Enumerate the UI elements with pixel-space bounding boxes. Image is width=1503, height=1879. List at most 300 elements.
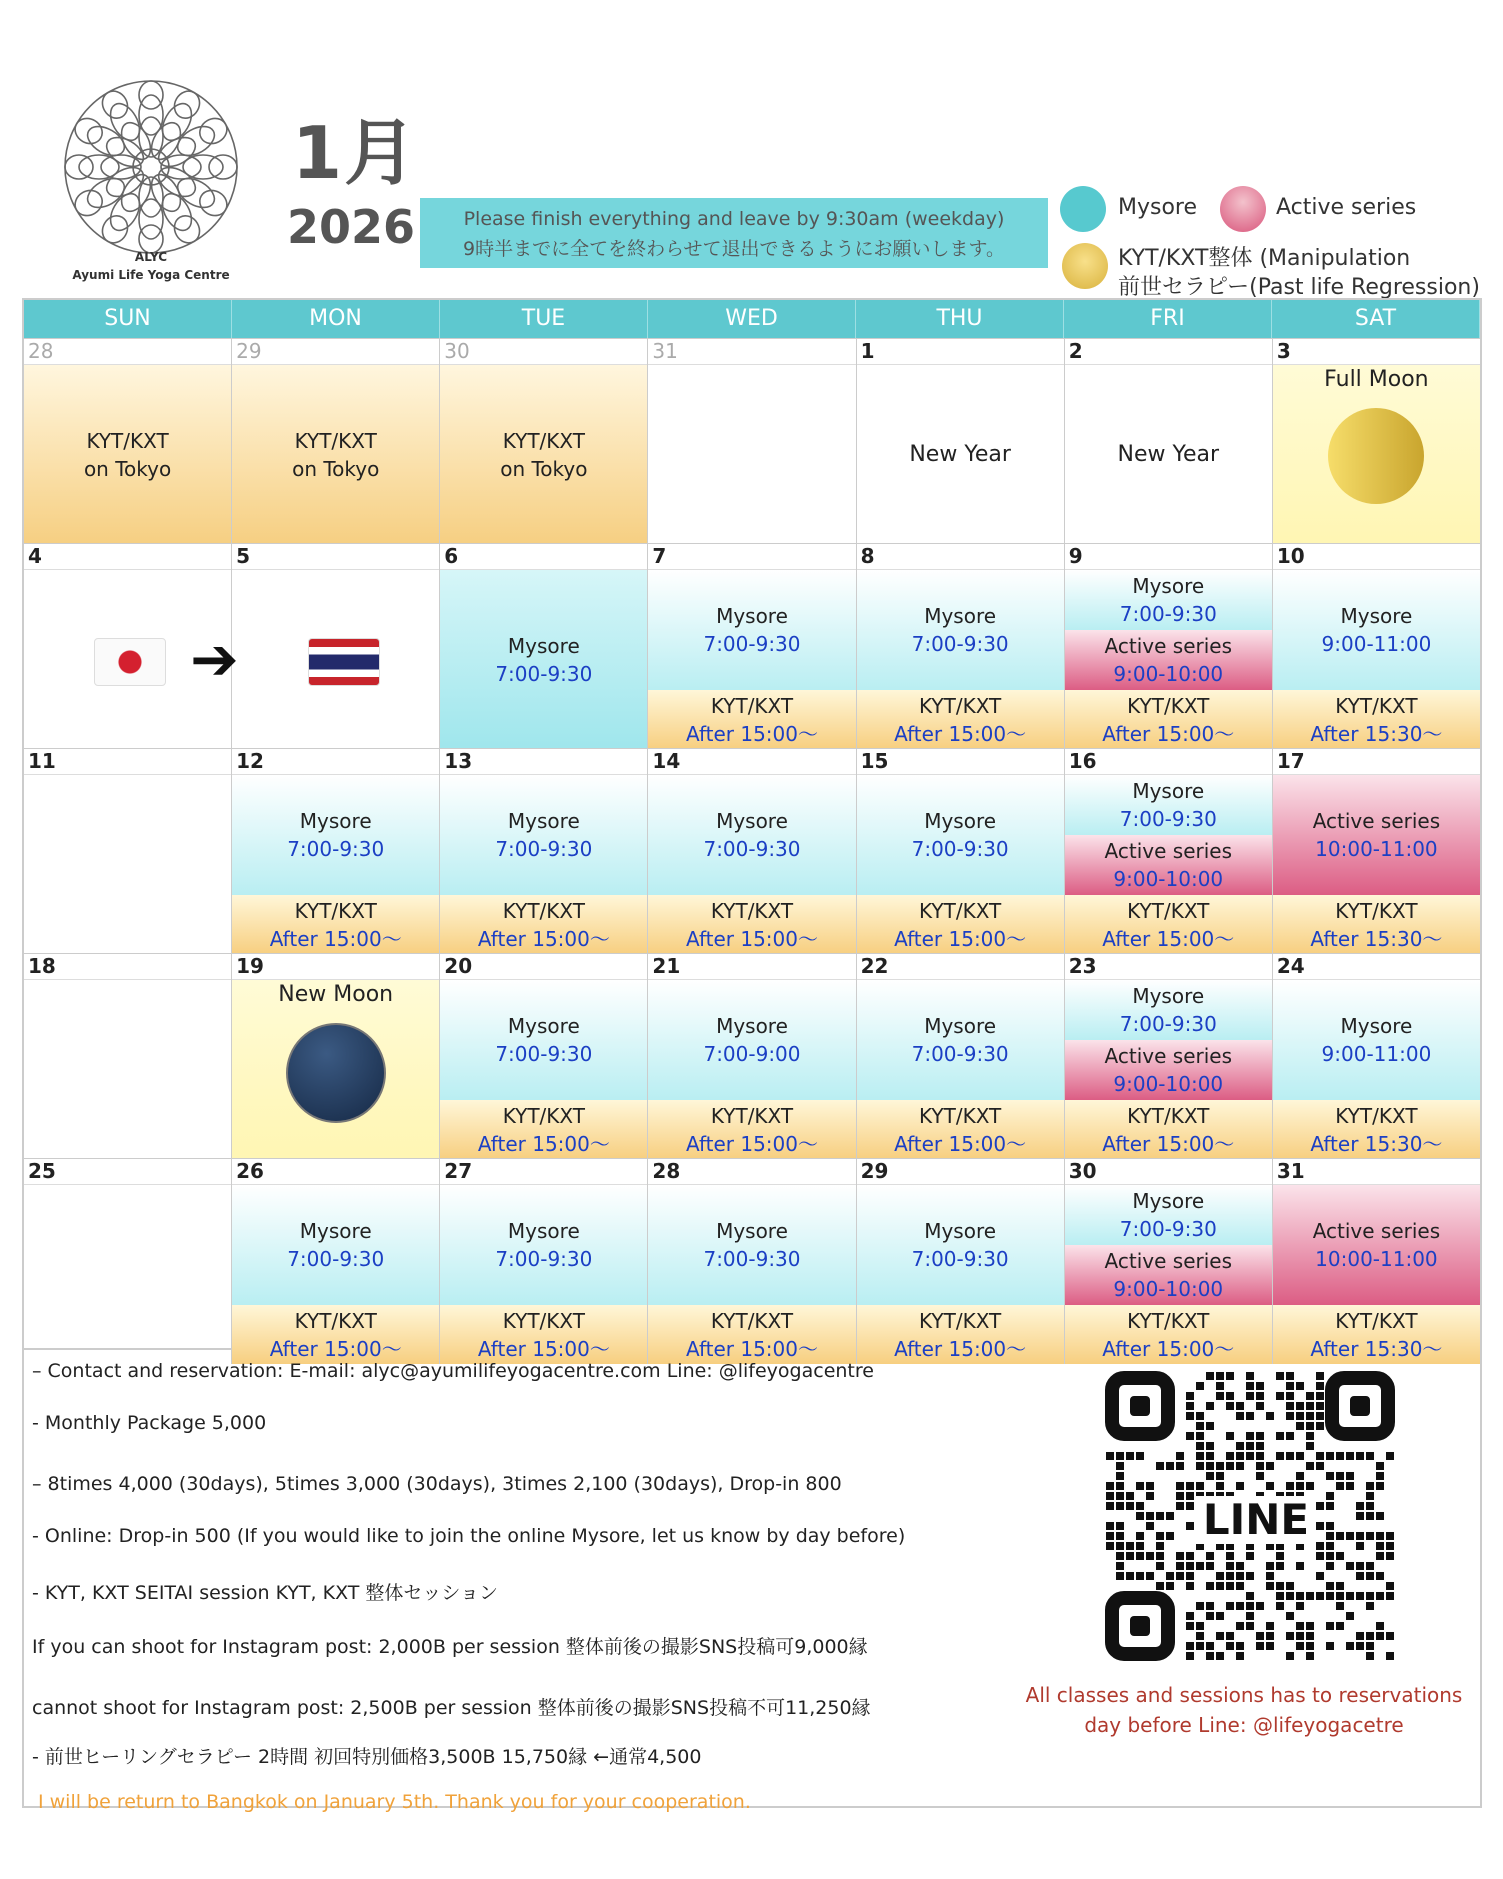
qr-module <box>1216 1482 1224 1490</box>
qr-module <box>1206 1612 1214 1620</box>
calendar-grid <box>22 298 1482 1361</box>
qr-module <box>1246 1452 1254 1460</box>
day-number: 21 <box>652 954 681 978</box>
day-number: 1 <box>860 339 875 363</box>
day-body <box>648 774 855 954</box>
qr-module <box>1126 1572 1134 1580</box>
mysore-block <box>857 570 1064 690</box>
qr-module <box>1346 1532 1354 1540</box>
mysore-title: Mysore <box>299 1219 372 1243</box>
day-cell <box>440 544 648 749</box>
qr-module <box>1206 1402 1214 1410</box>
day-body <box>1273 1184 1480 1364</box>
qr-module <box>1196 1642 1204 1650</box>
day-cell <box>1065 544 1273 749</box>
day-number: 17 <box>1276 749 1305 773</box>
mysore-title: Mysore <box>507 1014 580 1038</box>
qr-module <box>1306 1592 1314 1600</box>
line-qr-code-icon[interactable] <box>1102 1368 1398 1664</box>
qr-module <box>1146 1492 1154 1500</box>
qr-module <box>1116 1502 1124 1510</box>
qr-module <box>1326 1522 1334 1530</box>
day-body <box>1065 774 1272 954</box>
mysore-title: Mysore <box>716 1014 788 1038</box>
logo-full-name: Ayumi Life Yoga Centre <box>72 268 230 282</box>
qr-module <box>1206 1452 1214 1460</box>
kyt-tokyo-time: on Tokyo <box>500 456 588 481</box>
qr-module <box>1296 1482 1304 1490</box>
day-cell <box>24 749 232 954</box>
qr-module <box>1216 1582 1224 1590</box>
qr-module <box>1126 1552 1134 1560</box>
day-number: 4 <box>28 544 42 568</box>
qr-module <box>1336 1622 1344 1630</box>
day-number: 30 <box>1068 1159 1097 1183</box>
qr-module <box>1266 1642 1274 1650</box>
qr-module <box>1356 1542 1364 1550</box>
qr-module <box>1306 1422 1314 1430</box>
qr-module <box>1196 1422 1204 1430</box>
qr-module <box>1156 1582 1164 1590</box>
qr-module <box>1206 1652 1214 1660</box>
qr-module <box>1266 1622 1274 1630</box>
qr-module <box>1356 1532 1364 1540</box>
kyt-block <box>440 1100 647 1159</box>
qr-module <box>1356 1572 1364 1580</box>
qr-module <box>1256 1392 1264 1400</box>
day-cell <box>232 339 440 544</box>
qr-module <box>1366 1492 1374 1500</box>
qr-module <box>1156 1462 1164 1470</box>
holiday-label: New Year <box>1117 442 1220 467</box>
qr-module <box>1326 1452 1334 1460</box>
active-title: Active series <box>1104 839 1232 863</box>
class-pass-line: – 8times 4,000 (30days), 5times 3,000 (30days), 3times 2,100 (30days), Drop-in 800 <box>32 1473 842 1495</box>
mysore-block <box>232 775 439 895</box>
qr-module <box>1176 1552 1184 1560</box>
qr-module <box>1236 1652 1244 1660</box>
qr-module <box>1336 1592 1344 1600</box>
qr-module <box>1286 1482 1294 1490</box>
mysore-title: Mysore <box>1340 1014 1413 1038</box>
kyt-block <box>440 895 647 954</box>
kyt-title: KYT/KXT <box>919 693 1002 718</box>
qr-module <box>1306 1462 1314 1470</box>
qr-module <box>1166 1512 1174 1520</box>
qr-module <box>1186 1642 1194 1650</box>
active-title: Active series <box>1312 1219 1441 1243</box>
kyt-block <box>857 1100 1064 1159</box>
kyt-time: After 15:00〜 <box>1102 1131 1235 1156</box>
qr-module <box>1266 1482 1274 1490</box>
kyt-title: KYT/KXT <box>1127 1308 1210 1333</box>
qr-module <box>1196 1382 1204 1390</box>
qr-module <box>1386 1532 1394 1540</box>
day-number: 5 <box>236 544 251 568</box>
kyt-block <box>1065 895 1272 954</box>
qr-module <box>1366 1502 1374 1510</box>
qr-module <box>1196 1632 1204 1640</box>
day-body <box>232 979 439 1159</box>
kyt-tokyo-time: on Tokyo <box>83 456 172 481</box>
qr-module <box>1346 1562 1354 1570</box>
mysore-block <box>857 980 1064 1100</box>
day-cell <box>648 954 856 1159</box>
day-number: 30 <box>444 339 470 363</box>
qr-module <box>1236 1622 1244 1630</box>
qr-module <box>1126 1452 1134 1460</box>
kyt-block <box>1065 690 1272 749</box>
mysore-title: Mysore <box>924 809 997 833</box>
qr-module <box>1366 1592 1374 1600</box>
qr-module <box>1246 1372 1254 1380</box>
qr-module <box>1316 1522 1324 1530</box>
qr-module <box>1296 1402 1304 1410</box>
qr-module <box>1206 1562 1214 1570</box>
qr-module <box>1306 1412 1314 1420</box>
kyt-block <box>1065 1100 1272 1159</box>
qr-module <box>1206 1422 1214 1430</box>
qr-module <box>1236 1442 1244 1450</box>
day-cell <box>648 544 856 749</box>
qr-module <box>1136 1572 1144 1580</box>
qr-module <box>1276 1392 1284 1400</box>
qr-module <box>1146 1512 1154 1520</box>
qr-module <box>1286 1652 1294 1660</box>
calendar-week <box>24 748 1480 954</box>
day-body <box>24 774 231 954</box>
active-block <box>1065 630 1272 690</box>
active-legend-swatch <box>1220 186 1266 232</box>
qr-module <box>1316 1592 1324 1600</box>
qr-module <box>1156 1532 1164 1540</box>
calendar-week <box>24 338 1480 544</box>
qr-module <box>1196 1442 1204 1450</box>
qr-module <box>1336 1482 1344 1490</box>
day-cell <box>857 954 1065 1159</box>
qr-module <box>1256 1472 1264 1480</box>
qr-module <box>1246 1412 1254 1420</box>
qr-module <box>1196 1452 1204 1460</box>
qr-module <box>1376 1482 1384 1490</box>
qr-module <box>1386 1582 1394 1590</box>
kyt-legend-label: KYT/KXT整体 (Manipulation <box>1118 246 1411 271</box>
day-body <box>1065 979 1272 1159</box>
day-body <box>857 774 1064 954</box>
qr-module <box>1196 1602 1204 1610</box>
qr-module <box>1136 1552 1144 1560</box>
qr-module <box>1296 1382 1304 1390</box>
qr-module <box>1206 1462 1214 1470</box>
qr-module <box>1236 1452 1244 1460</box>
day-body <box>24 364 231 544</box>
mysore-title: Mysore <box>924 1219 997 1243</box>
kyt-session-line: - KYT, KXT SEITAI session KYT, KXT 整体セッション <box>32 1582 499 1604</box>
qr-module <box>1166 1462 1174 1470</box>
qr-module <box>1326 1622 1334 1630</box>
qr-module <box>1246 1392 1254 1400</box>
mysore-title: Mysore <box>716 809 788 833</box>
qr-module <box>1306 1632 1314 1640</box>
qr-module <box>1366 1532 1374 1540</box>
weekday-fri: FRI <box>1064 300 1272 338</box>
qr-module <box>1106 1502 1114 1510</box>
qr-module <box>1316 1392 1324 1400</box>
qr-module <box>1226 1562 1234 1570</box>
qr-module <box>1116 1522 1124 1530</box>
qr-module <box>1146 1572 1154 1580</box>
qr-module <box>1366 1642 1374 1650</box>
mysore-time: 7:00-9:30 <box>1119 1012 1217 1036</box>
qr-module <box>1316 1572 1324 1580</box>
day-number: 14 <box>652 749 681 773</box>
day-cell <box>1065 749 1273 954</box>
kyt-time: After 15:00〜 <box>477 926 610 951</box>
qr-module <box>1276 1552 1284 1560</box>
day-number: 31 <box>652 339 678 363</box>
qr-module <box>1116 1552 1124 1560</box>
qr-module <box>1176 1492 1184 1500</box>
qr-module <box>1386 1452 1394 1460</box>
qr-module <box>1296 1622 1304 1630</box>
day-cell <box>1065 1159 1273 1364</box>
qr-module <box>1186 1622 1194 1630</box>
qr-module <box>1376 1462 1384 1470</box>
alyc-logo-icon <box>62 78 240 256</box>
qr-module <box>1216 1462 1224 1470</box>
qr-module <box>1286 1392 1294 1400</box>
qr-module <box>1266 1632 1274 1640</box>
qr-module <box>1206 1582 1214 1590</box>
qr-module <box>1216 1652 1224 1660</box>
day-cell <box>857 339 1065 544</box>
qr-module <box>1256 1642 1264 1650</box>
kyt-legend-swatch <box>1062 243 1108 289</box>
qr-module <box>1306 1652 1314 1660</box>
kyt-title: KYT/KXT <box>1335 1308 1418 1333</box>
fullmoon-block <box>1273 365 1480 544</box>
qr-module <box>1196 1482 1204 1490</box>
qr-module <box>1226 1372 1234 1380</box>
qr-module <box>1286 1432 1294 1440</box>
active-title: Active series <box>1312 809 1441 833</box>
day-body <box>24 979 231 1159</box>
qr-module <box>1266 1412 1274 1420</box>
day-body <box>1273 979 1480 1159</box>
qr-module <box>1176 1502 1184 1510</box>
qr-module <box>1186 1492 1194 1500</box>
newmoon-icon <box>286 1023 386 1123</box>
day-number: 9 <box>1068 544 1083 568</box>
qr-module <box>1116 1492 1124 1500</box>
day-body <box>1273 774 1480 954</box>
qr-module <box>1376 1592 1384 1600</box>
qr-module <box>1386 1592 1394 1600</box>
active-time: 9:00-10:00 <box>1113 662 1224 686</box>
day-cell <box>648 1159 856 1364</box>
qr-module <box>1196 1432 1204 1440</box>
day-body <box>857 1184 1064 1364</box>
kyt-block <box>648 1100 855 1159</box>
kyt-time: After 15:00〜 <box>894 721 1027 746</box>
kyt-block <box>1273 690 1480 749</box>
kyt-tokyo-time: on Tokyo <box>292 456 380 481</box>
day-body <box>440 364 647 544</box>
kyt-title: KYT/KXT <box>502 898 585 923</box>
kyt-title: KYT/KXT <box>294 1308 377 1333</box>
qr-module <box>1366 1572 1374 1580</box>
mysore-title: Mysore <box>716 604 788 628</box>
kyt-block <box>857 895 1064 954</box>
day-cell <box>232 1159 440 1364</box>
day-number: 3 <box>1276 339 1291 363</box>
day-body <box>232 1184 439 1364</box>
qr-module <box>1306 1432 1314 1440</box>
day-number: 24 <box>1276 954 1305 978</box>
qr-module <box>1346 1452 1354 1460</box>
qr-module <box>1226 1462 1234 1470</box>
qr-module <box>1156 1552 1164 1560</box>
day-cell <box>648 339 856 544</box>
day-cell <box>1273 749 1480 954</box>
mysore-time: 7:00-9:30 <box>495 661 593 686</box>
qr-module <box>1256 1602 1264 1610</box>
qr-module <box>1276 1452 1284 1460</box>
active-block <box>1065 1245 1272 1305</box>
qr-module <box>1186 1522 1194 1530</box>
qr-module <box>1286 1402 1294 1410</box>
qr-module <box>1256 1442 1264 1450</box>
active-block <box>1065 835 1272 895</box>
qr-module <box>1316 1452 1324 1460</box>
qr-module <box>1136 1512 1144 1520</box>
qr-module <box>1166 1532 1174 1540</box>
newmoon-label: New Moon <box>278 982 394 1007</box>
qr-module <box>1366 1452 1374 1460</box>
qr-module <box>1326 1642 1334 1650</box>
qr-module <box>1206 1602 1214 1610</box>
qr-module <box>1316 1422 1324 1430</box>
qr-module <box>1146 1522 1154 1530</box>
mysore-time: 7:00-9:30 <box>911 837 1009 861</box>
day-number: 25 <box>28 1159 56 1183</box>
day-number: 2 <box>1068 339 1083 363</box>
qr-module <box>1316 1542 1324 1550</box>
kyt-time: After 15:00〜 <box>477 1131 610 1156</box>
kyt-time: After 15:00〜 <box>269 1336 402 1361</box>
qr-module <box>1376 1472 1384 1480</box>
mysore-block <box>440 775 647 895</box>
qr-module <box>1246 1602 1254 1610</box>
qr-module <box>1186 1562 1194 1570</box>
mysore-title: Mysore <box>1132 574 1205 598</box>
qr-module <box>1186 1582 1194 1590</box>
qr-module <box>1196 1412 1204 1420</box>
qr-module <box>1206 1642 1214 1650</box>
day-number: 29 <box>236 339 262 363</box>
instagram-yes-line: If you can shoot for Instagram post: 2,000B per session 整体前後の撮影SNS投稿可9,000縁 <box>32 1636 868 1658</box>
qr-module <box>1246 1432 1254 1440</box>
notice-english: Please finish everything and leave by 9:30am (weekday) <box>463 208 1005 230</box>
contact-line: – Contact and reservation: E-mail: alyc@ayumilifeyogacentre.com Line: @lifeyogacentre <box>32 1360 874 1382</box>
active-legend-label: Active series <box>1276 195 1417 220</box>
qr-module <box>1276 1562 1284 1570</box>
qr-module <box>1306 1622 1314 1630</box>
mysore-time: 7:00-9:30 <box>911 1247 1009 1271</box>
mysore-block <box>648 570 855 690</box>
qr-module <box>1346 1482 1354 1490</box>
day-body <box>648 569 855 749</box>
day-number: 18 <box>28 954 56 978</box>
day-body <box>648 979 855 1159</box>
qr-module <box>1186 1612 1194 1620</box>
qr-module <box>1216 1472 1224 1480</box>
qr-module <box>1366 1482 1374 1490</box>
qr-module <box>1246 1572 1254 1580</box>
mysore-time: 9:00-11:00 <box>1321 1042 1432 1066</box>
mysore-time: 7:00-9:30 <box>1119 602 1217 626</box>
day-cell <box>1273 544 1480 749</box>
kyt-time: After 15:30〜 <box>1310 1131 1443 1156</box>
qr-module <box>1376 1572 1384 1580</box>
day-number: 19 <box>236 954 264 978</box>
kyt-time: After 15:00〜 <box>894 926 1027 951</box>
mysore-time: 7:00-9:30 <box>495 1247 593 1271</box>
qr-module <box>1116 1482 1124 1490</box>
qr-module <box>1286 1612 1294 1620</box>
qr-module <box>1316 1372 1324 1380</box>
holiday-label: New Year <box>909 442 1011 467</box>
qr-module <box>1296 1412 1304 1420</box>
day-number: 31 <box>1276 1159 1305 1183</box>
mysore-time: 7:00-9:30 <box>287 837 385 861</box>
qr-module <box>1106 1522 1114 1530</box>
qr-module <box>1346 1592 1354 1600</box>
qr-module <box>1286 1592 1294 1600</box>
mysore-time: 7:00-9:30 <box>495 837 593 861</box>
mysore-title: Mysore <box>507 633 580 658</box>
reservation-note <box>1004 1680 1484 1740</box>
day-body <box>440 1184 647 1364</box>
kyt-block <box>232 895 439 954</box>
qr-module <box>1186 1502 1194 1510</box>
qr-module <box>1336 1532 1344 1540</box>
day-body <box>648 1184 855 1364</box>
qr-module <box>1226 1452 1234 1460</box>
qr-module <box>1336 1582 1344 1590</box>
mysore-title: Mysore <box>716 1219 788 1243</box>
fullmoon-icon <box>1328 408 1424 504</box>
weekday-sun: SUN <box>24 300 232 338</box>
kyt-title: KYT/KXT <box>710 1308 794 1333</box>
qr-module <box>1346 1612 1354 1620</box>
qr-module <box>1136 1542 1144 1550</box>
qr-module <box>1386 1652 1394 1660</box>
qr-module <box>1256 1382 1264 1390</box>
mysore-legend-swatch <box>1060 186 1106 232</box>
kyt-title: KYT/KXT <box>919 1103 1002 1128</box>
day-number: 12 <box>236 749 264 773</box>
kyt-title: KYT/KXT <box>1127 1103 1210 1128</box>
kyt-time: After 15:30〜 <box>1310 1336 1443 1361</box>
qr-module <box>1236 1562 1244 1570</box>
qr-module <box>1296 1642 1304 1650</box>
qr-module <box>1186 1432 1194 1440</box>
day-body <box>24 1184 231 1364</box>
qr-module <box>1296 1602 1304 1610</box>
qr-module <box>1116 1572 1124 1580</box>
day-cell <box>190 544 440 749</box>
